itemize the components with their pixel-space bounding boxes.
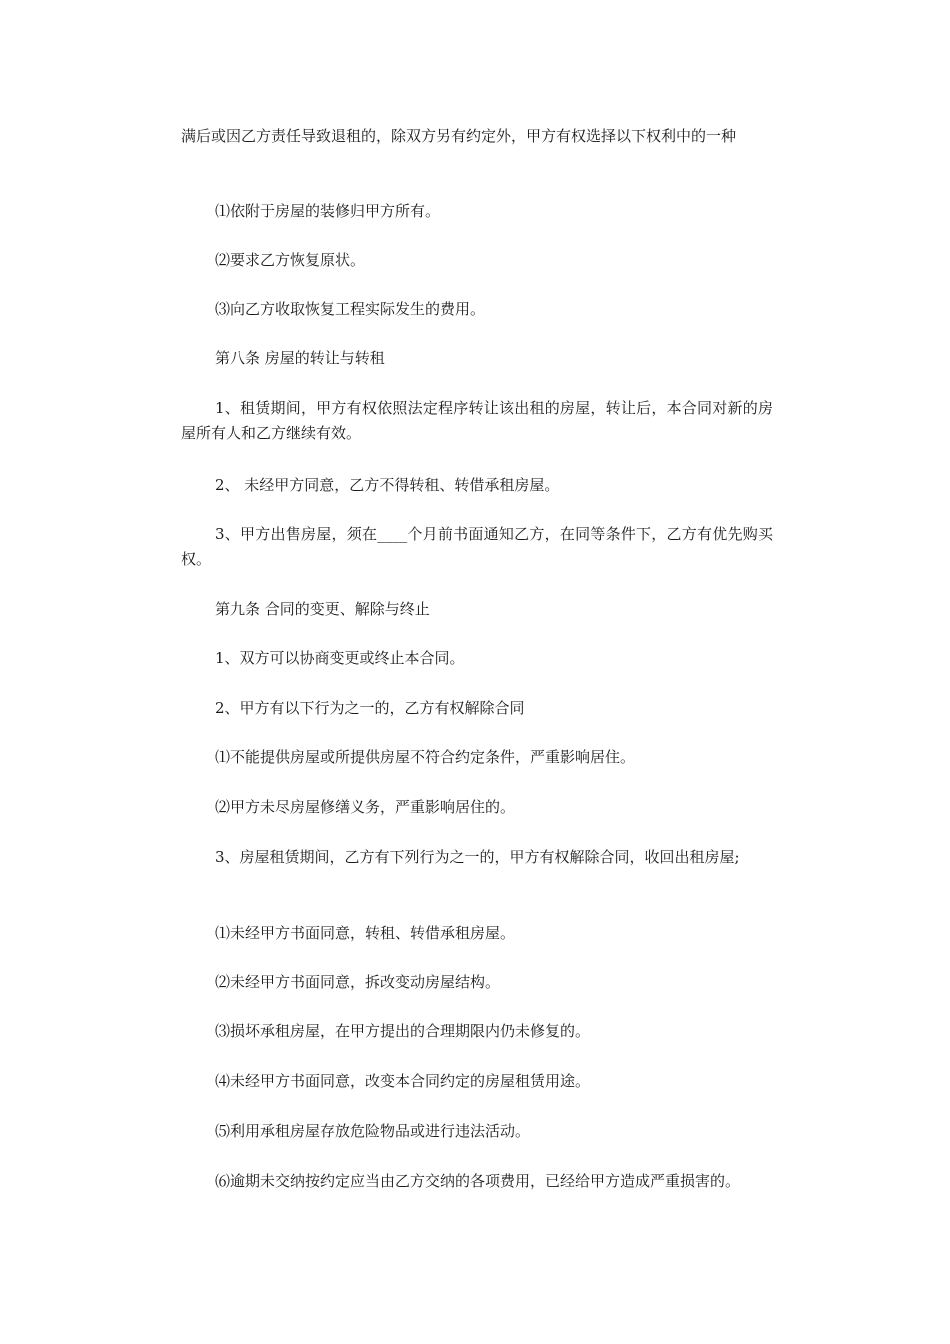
- paragraph-item-3: ⑶向乙方收取恢复工程实际发生的费用。: [215, 300, 486, 318]
- paragraph-continuation: 满后或因乙方责任导致退租的，除双方另有约定外，甲方有权选择以下权利中的一种: [181, 127, 737, 145]
- paragraph-item-1: ⑴依附于房屋的装修归甲方所有。: [215, 202, 441, 220]
- article-8-heading: 第八条 房屋的转让与转租: [215, 349, 385, 367]
- article-9-clause-3-item-3: ⑶损坏承租房屋，在甲方提出的合理期限内仍未修复的。: [215, 1022, 591, 1040]
- paragraph-item-2: ⑵要求乙方恢复原状。: [215, 251, 366, 269]
- article-9-clause-1: 1、双方可以协商变更或终止本合同。: [215, 649, 465, 667]
- article-9-clause-3-item-6: ⑹逾期未交纳按约定应当由乙方交纳的各项费用，已经给甲方造成严重损害的。: [215, 1172, 741, 1190]
- article-8-clause-1: 1、租赁期间，甲方有权依照法定程序转让该出租的房屋，转让后，本合同对新的房屋所有人和乙方继续有效。: [181, 399, 773, 442]
- article-9-clause-3: 3、房屋租赁期间，乙方有下列行为之一的，甲方有权解除合同，收回出租房屋;: [215, 848, 740, 866]
- article-9-heading: 第九条 合同的变更、解除与终止: [215, 600, 430, 618]
- article-9-clause-2: 2、甲方有以下行为之一的，乙方有权解除合同: [215, 699, 525, 717]
- article-8-clause-3: 3、甲方出售房屋，须在____个月前书面通知乙方，在同等条件下，乙方有优先购买权。: [181, 525, 773, 568]
- article-9-clause-3-item-4: ⑷未经甲方书面同意，改变本合同约定的房屋租赁用途。: [215, 1072, 591, 1090]
- article-9-clause-3-item-1: ⑴未经甲方书面同意，转租、转借承租房屋。: [215, 924, 516, 942]
- article-9-clause-2-item-2: ⑵甲方未尽房屋修缮义务，严重影响居住的。: [215, 798, 516, 816]
- article-8-clause-2: 2、 未经甲方同意，乙方不得转租、转借承租房屋。: [215, 476, 560, 494]
- article-9-clause-2-item-1: ⑴不能提供房屋或所提供房屋不符合约定条件，严重影响居住。: [215, 748, 636, 766]
- article-9-clause-3-item-2: ⑵未经甲方书面同意，拆改变动房屋结构。: [215, 973, 501, 991]
- article-9-clause-3-item-5: ⑸利用承租房屋存放危险物品或进行违法活动。: [215, 1122, 531, 1140]
